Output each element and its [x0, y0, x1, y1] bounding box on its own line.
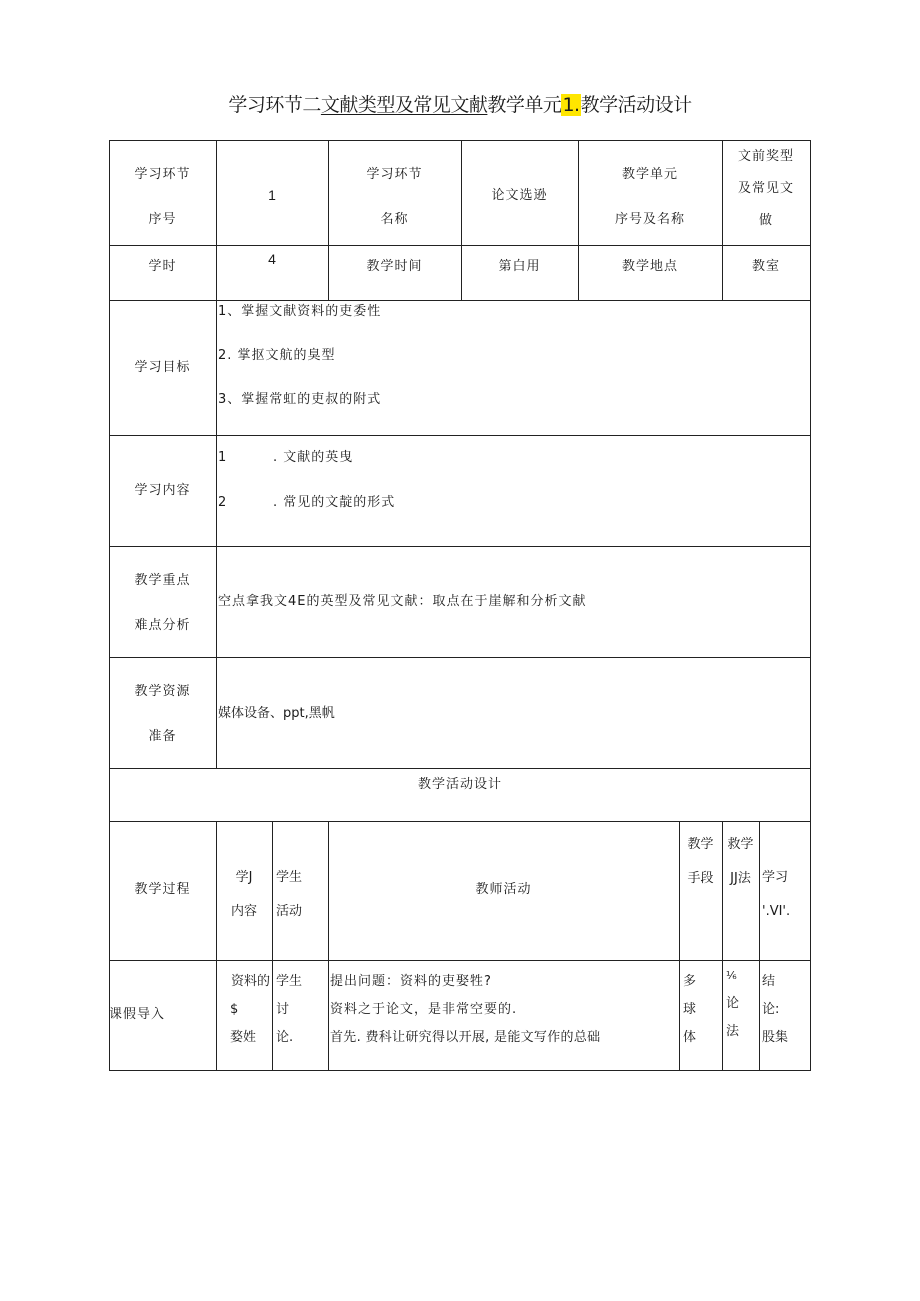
content-list [218, 448, 808, 513]
label-teaching-time: 教学时间 [366, 259, 423, 274]
header-study-outcome: 学习 '.VI'. [762, 870, 791, 919]
label-objectives: 学习目标 [134, 360, 191, 375]
objective-item: 3、掌握常虹的吏叔的附式 [218, 392, 382, 407]
table-line [328, 821, 329, 1071]
table-line [759, 821, 760, 1071]
intro-teaching-means: 多 球 体 [683, 974, 697, 1045]
intro-teaching-method: ⅙ 论 法 [726, 969, 740, 1039]
title-part3: 教学单元 [487, 94, 562, 116]
table-line [810, 140, 811, 1071]
label-keypoints: 教学重点 难点分析 [134, 573, 191, 633]
activity-design-header: 教学活动设计 [417, 777, 502, 792]
table-line [109, 657, 811, 658]
label-hours: 学时 [148, 259, 177, 274]
label-process: 教学过程 [134, 882, 191, 897]
intro-study-outcome: 结 论: 股集 [762, 974, 789, 1045]
keypoints-text: 空点拿我文4E的英型及常见文献：取点在于崖解和分析文献 [218, 594, 587, 609]
header-teaching-method: 救学 JJ法 [727, 837, 754, 886]
label-content: 学习内容 [134, 483, 191, 498]
content-item: 2 . 常见的文靛的形式 [218, 495, 396, 510]
header-teaching-means: 教学 手段 [687, 837, 714, 886]
value-unit-name: 文前奖型 及常见文 做 [737, 149, 794, 228]
title-part2: 文献类型及常见文献 [320, 94, 488, 116]
table-line [109, 300, 811, 301]
objectives-list [218, 302, 808, 410]
table-line [109, 960, 811, 961]
header-student-activity: 学生 活动 [276, 870, 303, 919]
table-line [216, 821, 217, 1071]
intro-teacher-activity: 提出问题：资料的吏娶牲? 资料之于论文，是非常空要的. 首先. 费科让研究得以开展, 是能文写作的总础 [330, 974, 601, 1045]
label-location: 教学地点 [621, 259, 678, 274]
table-line [216, 300, 217, 769]
header-study-content: 学J 内容 [230, 870, 257, 919]
table-line [109, 435, 811, 436]
table-line [109, 821, 811, 822]
objective-item: 1、掌握文献资料的吏委性 [218, 304, 382, 319]
table-line [109, 1070, 811, 1071]
label-intro: 课假导入 [109, 1007, 166, 1022]
title-part1: 学习环节二 [228, 94, 321, 116]
value-hours: 4 [268, 251, 276, 267]
value-section-name: 论文选逊 [491, 188, 548, 203]
table-line [461, 140, 462, 301]
title-highlight: 1. [562, 94, 580, 116]
table-line [109, 140, 811, 141]
intro-study-content: 资料的 $ 婺姓 [230, 974, 270, 1045]
label-unit-name: 教学单元 序号及名称 [614, 167, 685, 227]
value-teaching-time: 第白用 [498, 259, 541, 274]
resources-text: 媒体设备、ppt,黑帆 [218, 706, 335, 721]
label-resources: 教学资源 准备 [134, 684, 191, 744]
value-location: 教室 [751, 259, 780, 274]
table-line [109, 546, 811, 547]
label-section-number: 学习环节 序号 [134, 167, 191, 227]
header-teacher-activity: 教师活动 [475, 882, 532, 897]
content-item: 1 . 文献的英曳 [218, 450, 354, 465]
objective-item: 2. 掌抠文航的臭型 [218, 348, 336, 363]
table-line [272, 821, 273, 1071]
value-section-number: 1 [268, 187, 276, 203]
table-line [109, 768, 811, 769]
intro-student-activity: 学生 讨 论. [276, 974, 303, 1045]
label-section-name: 学习环节 名称 [366, 167, 423, 227]
title-part4: 教学活动设计 [580, 94, 692, 116]
table-line [216, 140, 217, 301]
document-title [0, 90, 920, 117]
table-line [109, 245, 811, 246]
